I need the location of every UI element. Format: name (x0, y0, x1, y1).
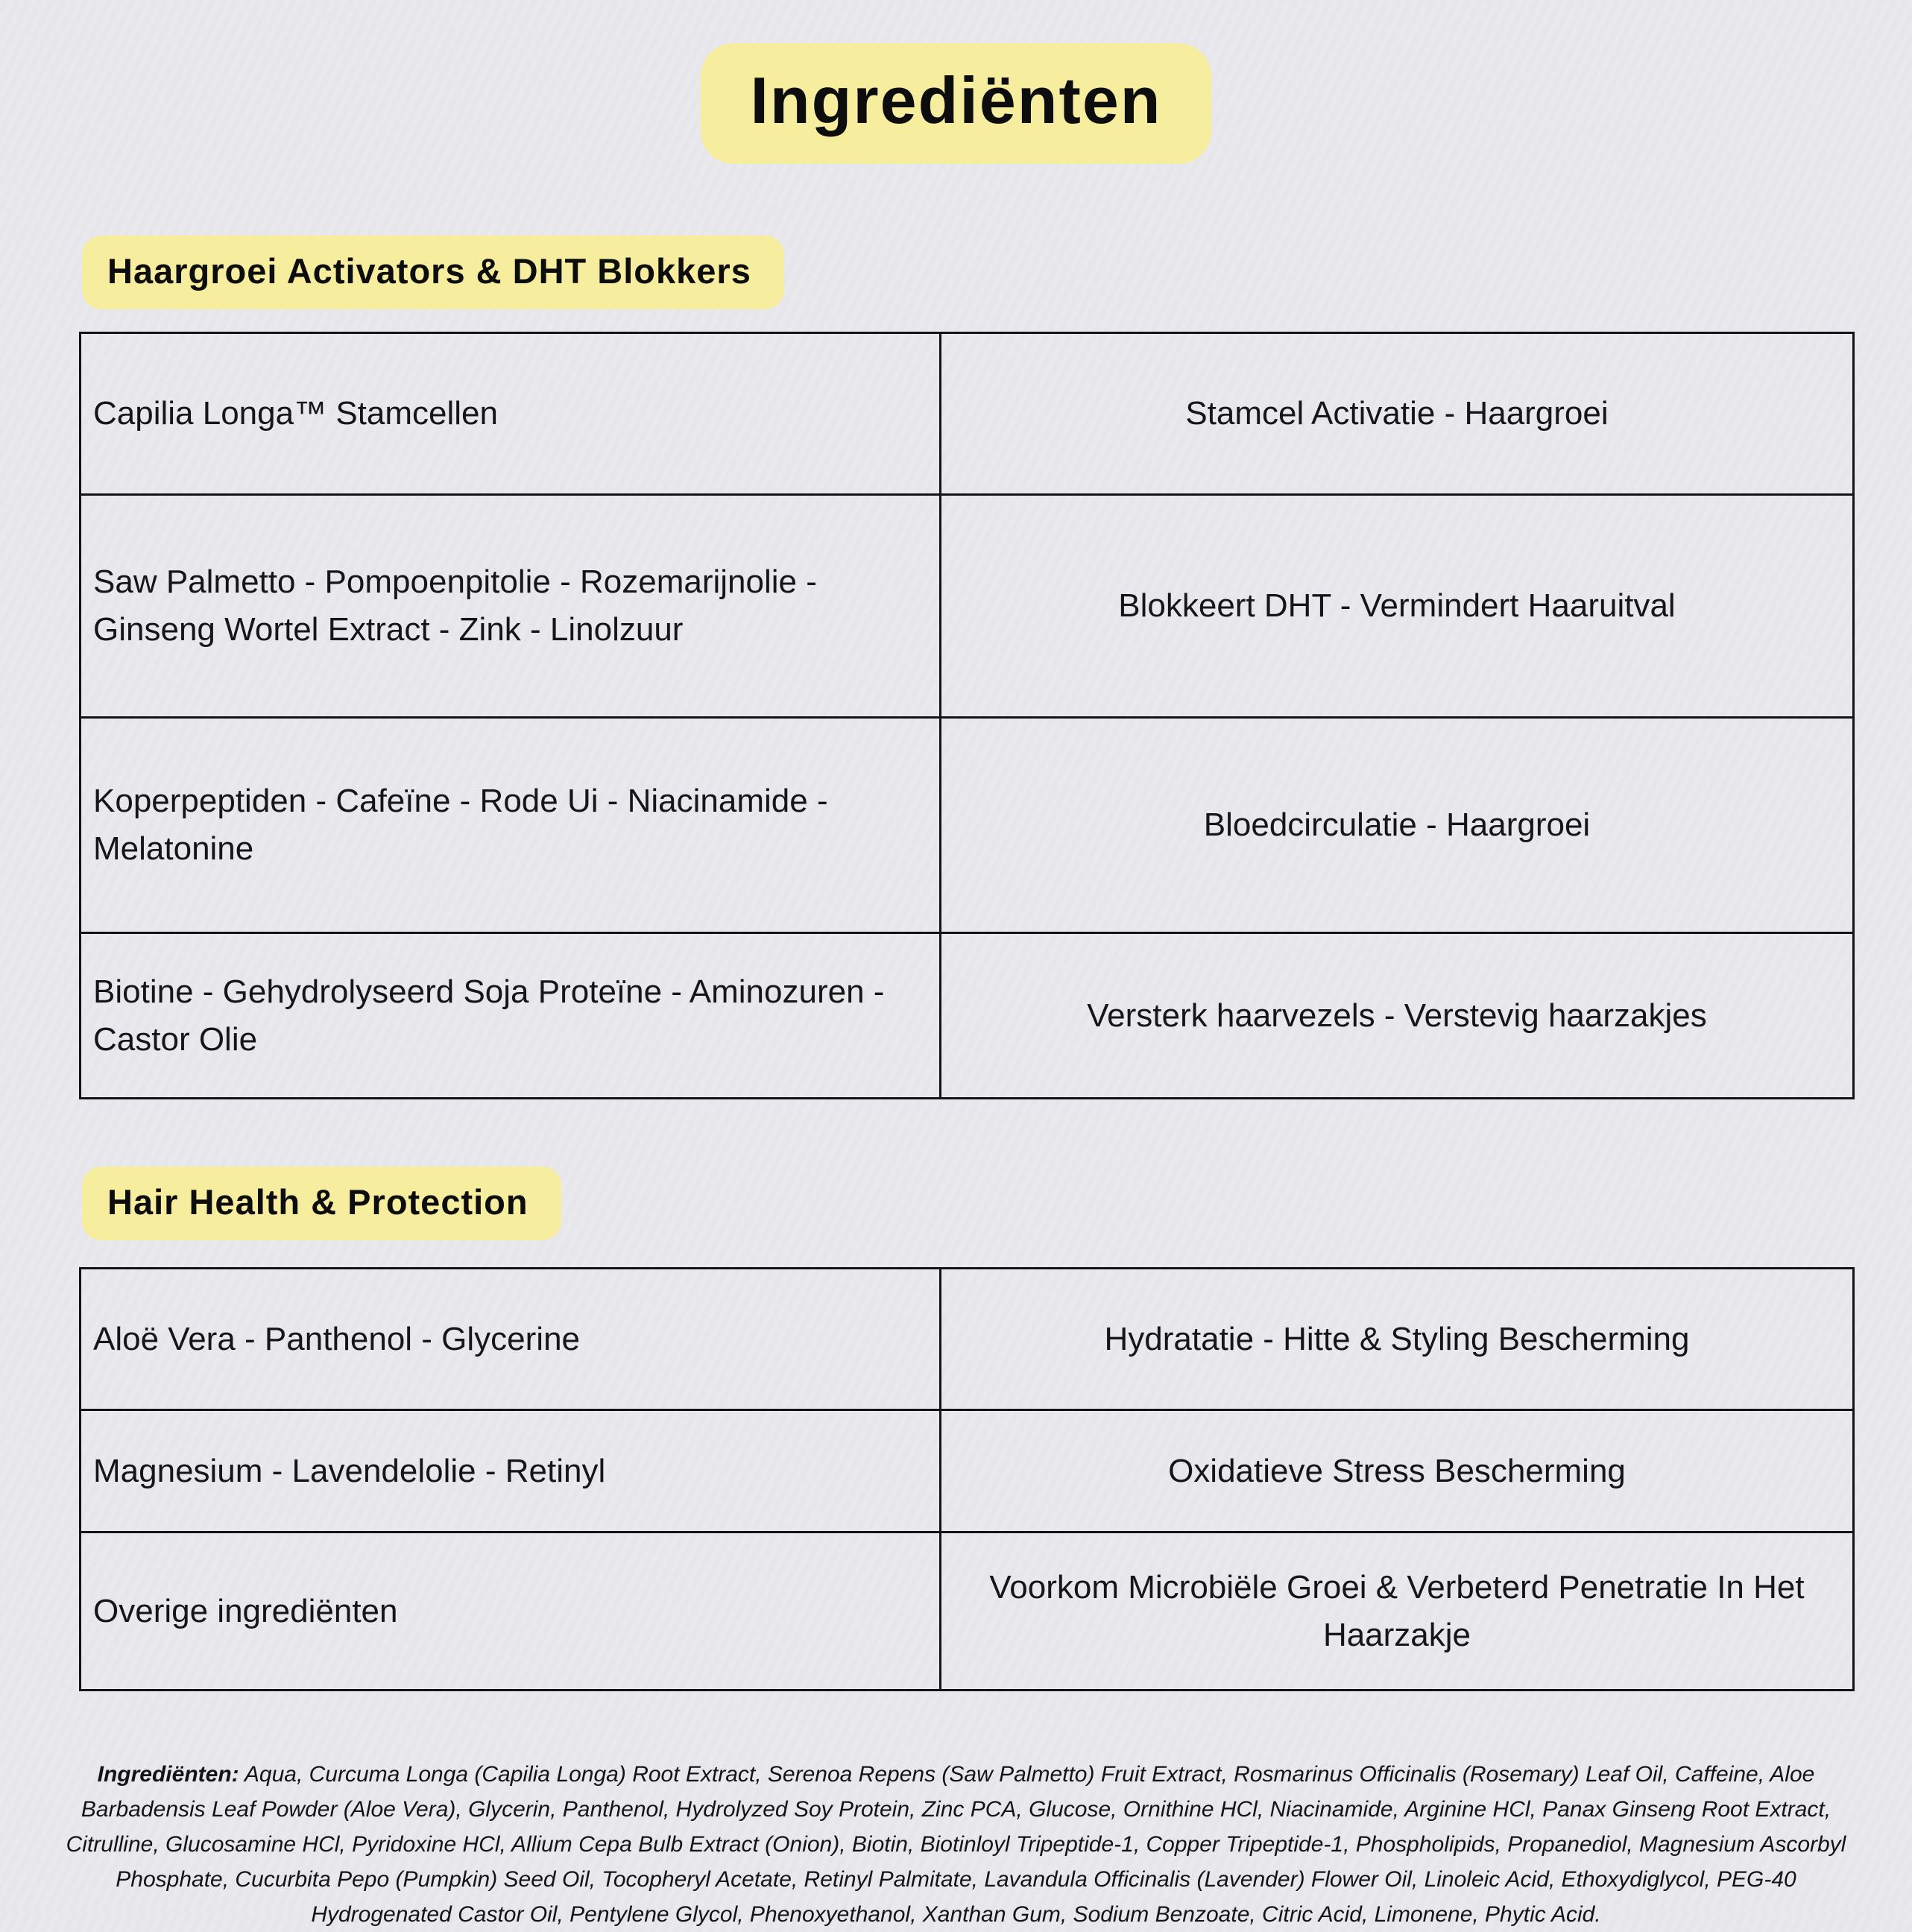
ingredients-table-hair-health (79, 1267, 1855, 1691)
benefit-cell: Hydratatie - Hitte & Styling Bescherming (940, 1269, 1853, 1410)
benefit-cell: Versterk haarvezels - Verstevig haarzakjes (940, 933, 1853, 1099)
full-ingredients-list (58, 1757, 1855, 1932)
full-ingredients-text: Aqua, Curcuma Longa (Capilia Longa) Root Extract, Serenoa Repens (Saw Palmetto) Fruit Extract, Rosmarinus Officinalis (Rosemary) Leaf Oil, Caffeine, Aloe Barbadensis Leaf Powder (Aloe Vera), Glycerin, Panthenol, Hydrolyzed Soy Protein, Zinc PCA, Glucose, Ornithine HCl, Niacinamide, Arginine HCl, Panax Ginseng Root Extract, Citrulline, Glucosamine HCl, Pyridoxine HCl, Allium Cepa Bulb Extract (Onion), Biotin, Biotinloyl Tripeptide-1, Copper Tripeptide-1, Phospholipids, Propanediol, Magnesium Ascorbyl Phosphate, Cucurbita Pepo (Pumpkin) Seed Oil, Tocopheryl Acetate, Retinyl Palmitate, Lavandula Officinalis (Lavender) Flower Oil, Linoleic Acid, Ethoxydiglycol, PEG-40 Hydrogenated Castor Oil, Pentylene Glycol, Phenoxyethanol, Xanthan Gum, Sodium Benzoate, Citric Acid, Limonene, Phytic Acid. (66, 1762, 1846, 1928)
ingredient-cell: Aloë Vera - Panthenol - Glycerine (81, 1269, 941, 1410)
table-row (81, 933, 1854, 1099)
table-row (81, 333, 1854, 495)
ingredients-table-haargroei (79, 332, 1855, 1099)
benefit-cell: Voorkom Microbiële Groei & Verbeterd Penetratie In Het Haarzakje (940, 1532, 1853, 1690)
page-title: Ingrediënten (701, 43, 1211, 164)
benefit-cell: Stamcel Activatie - Haargroei (940, 333, 1853, 495)
benefit-cell: Bloedcirculatie - Haargroei (940, 718, 1853, 933)
table-row (81, 1269, 1854, 1410)
ingredient-cell: Overige ingrediënten (81, 1532, 941, 1690)
table-row (81, 718, 1854, 933)
ingredient-cell: Saw Palmetto - Pompoenpitolie - Rozemarijnolie - Ginseng Wortel Extract - Zink - Linolzuur (81, 495, 941, 718)
ingredient-cell: Magnesium - Lavendelolie - Retinyl (81, 1410, 941, 1532)
section-heading-hair-health: Hair Health & Protection (82, 1167, 561, 1240)
table-row (81, 1410, 1854, 1532)
ingredient-cell: Biotine - Gehydrolyseerd Soja Proteïne - Aminozuren - Castor Olie (81, 933, 941, 1099)
benefit-cell: Oxidatieve Stress Bescherming (940, 1410, 1853, 1532)
table-row (81, 1532, 1854, 1690)
full-ingredients-label: Ingrediënten: (97, 1762, 239, 1787)
section-heading-haargroei-activators: Haargroei Activators & DHT Blokkers (82, 236, 784, 309)
table-row (81, 495, 1854, 718)
page-header (0, 0, 1912, 164)
ingredient-cell: Capilia Longa™ Stamcellen (81, 333, 941, 495)
benefit-cell: Blokkeert DHT - Vermindert Haaruitval (940, 495, 1853, 718)
ingredient-cell: Koperpeptiden - Cafeïne - Rode Ui - Niacinamide - Melatonine (81, 718, 941, 933)
